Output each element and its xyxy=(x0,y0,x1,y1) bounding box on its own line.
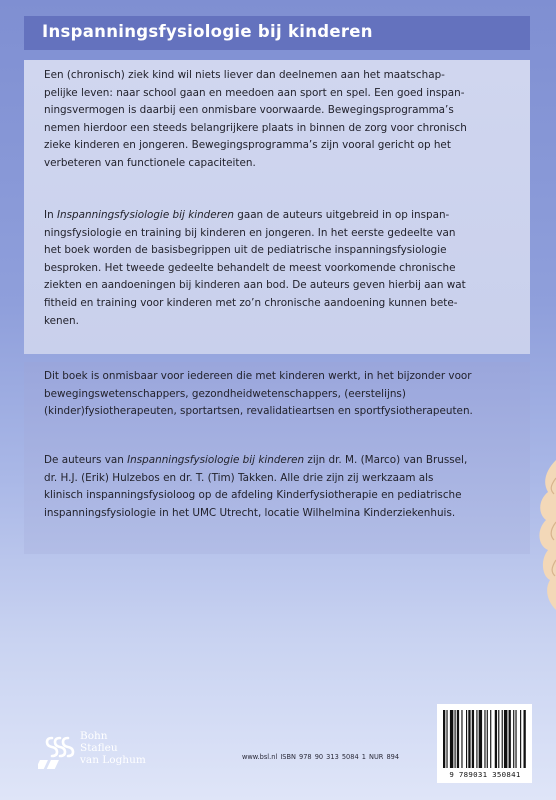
text-line xyxy=(44,207,516,225)
text-fragment: De auteurs van xyxy=(44,454,128,466)
bsl-stacked-s-logo-icon xyxy=(38,732,78,772)
publisher-line: Stafleu xyxy=(80,742,118,754)
barcode-bar xyxy=(466,710,467,768)
text-line: nemen hierdoor een steeds belangrijkere plaats in binnen de zorg voor chronisch xyxy=(44,121,467,134)
book-title: Inspanningsfysiologie bij kinderen xyxy=(42,22,373,41)
text-fragment: zijn dr. M. (Marco) van Brussel, xyxy=(304,454,468,466)
hand-illustration xyxy=(520,460,556,610)
barcode-bar xyxy=(446,710,447,768)
text-fragment: In xyxy=(44,209,57,221)
text-line: Een (chronisch) ziek kind wil niets liever dan deelnemen aan het maatschap- xyxy=(44,69,445,81)
barcode-bar xyxy=(515,710,516,768)
text-line: dr. H.J. (Erik) Hulzebos en dr. T. (Tim) Takken. Alle drie zijn zij werkzaam als xyxy=(44,471,434,484)
paragraph-authors xyxy=(44,452,516,522)
text-line: ziekten en aandoeningen bij kinderen aan bod. De auteurs geven hierbij aan wat xyxy=(44,279,466,292)
barcode-bar xyxy=(524,710,526,768)
barcode-bar xyxy=(513,710,514,768)
barcode-bar xyxy=(509,710,511,768)
barcode-bar xyxy=(472,710,474,768)
book-title-italic: Inspanningsfysiologie bij kinderen xyxy=(56,209,234,221)
title-bar xyxy=(24,16,530,50)
text-line: het boek worden de basisbegrippen uit de pediatrische inspanningsfysiologie xyxy=(44,244,447,257)
barcode-bar xyxy=(461,710,462,768)
isbn-line: www.bsl.nl ISBN 978 90 313 5084 1 NUR 894 xyxy=(242,753,400,761)
barcode-bar xyxy=(479,710,482,768)
barcode-bar xyxy=(502,710,503,768)
text-line: (kinder)fysiotherapeuten, sportartsen, revalidatieartsen en sportfysiotherapeuten. xyxy=(44,405,473,418)
barcode-bar xyxy=(495,710,497,768)
publisher-name xyxy=(80,730,146,766)
barcode-bar xyxy=(498,710,499,768)
text-line: ningsfysiologie en training bij kinderen en jongeren. In het eerste gedeelte van xyxy=(44,226,456,239)
text-line: Dit boek is onmisbaar voor iedereen die met kinderen werkt, in het bijzonder voor xyxy=(44,370,472,382)
barcode-bar xyxy=(443,710,445,768)
text-line: inspanningsfysiologie in het UMC Utrecht, locatie Wilhelmina Kinderziekenhuis. xyxy=(44,506,456,519)
paragraph-content xyxy=(44,207,516,330)
text-line: fitheid en training voor kinderen met zo’n chronische aandoening kunnen bete- xyxy=(44,296,458,309)
barcode-bar xyxy=(490,710,491,768)
barcode-bar xyxy=(487,710,488,768)
barcode-bar xyxy=(484,710,485,768)
barcode-bar xyxy=(520,710,521,768)
publisher-line: Bohn xyxy=(80,730,108,742)
text-line: klinisch inspanningsfysioloog op de afdeling Kinderfysiotherapie en pediatrische xyxy=(44,489,462,502)
barcode-bars xyxy=(437,704,532,770)
barcode-bar xyxy=(450,710,453,768)
paragraph-audience xyxy=(44,368,516,421)
text-line: besproken. Het tweede gedeelte behandelt de meest voorkomende chronische xyxy=(44,261,456,274)
text-line: kenen. xyxy=(44,314,79,327)
barcode-digits: 9 789031 350841 xyxy=(449,770,521,779)
barcode-bar xyxy=(476,710,477,768)
text-fragment: gaan de auteurs uitgebreid in op inspan- xyxy=(233,209,450,221)
text-line: verbeteren van functionele capaciteiten. xyxy=(44,156,256,169)
barcode-bar xyxy=(504,710,507,768)
barcode-bar xyxy=(468,710,470,768)
publisher-line: van Loghum xyxy=(80,754,146,766)
paragraph-intro xyxy=(44,67,516,173)
barcode-bar xyxy=(457,710,459,768)
barcode-bar xyxy=(455,710,456,768)
barcode xyxy=(437,704,532,783)
text-line xyxy=(44,452,516,470)
text-line: pelijke leven: naar school gaan en meedoen aan sport en spel. Een goed inspan- xyxy=(44,86,465,99)
text-line: bewegingswetenschappers, gezondheidwetenschappers, (eerstelijns) xyxy=(44,387,406,400)
text-line: ningsvermogen is daarbij een onmisbare voorwaarde. Bewegingsprogramma’s xyxy=(44,104,454,117)
book-title-italic: Inspanningsfysiologie bij kinderen xyxy=(127,454,305,466)
text-line: zieke kinderen en jongeren. Bewegingsprogramma’s zijn vooral gericht op het xyxy=(44,139,451,152)
